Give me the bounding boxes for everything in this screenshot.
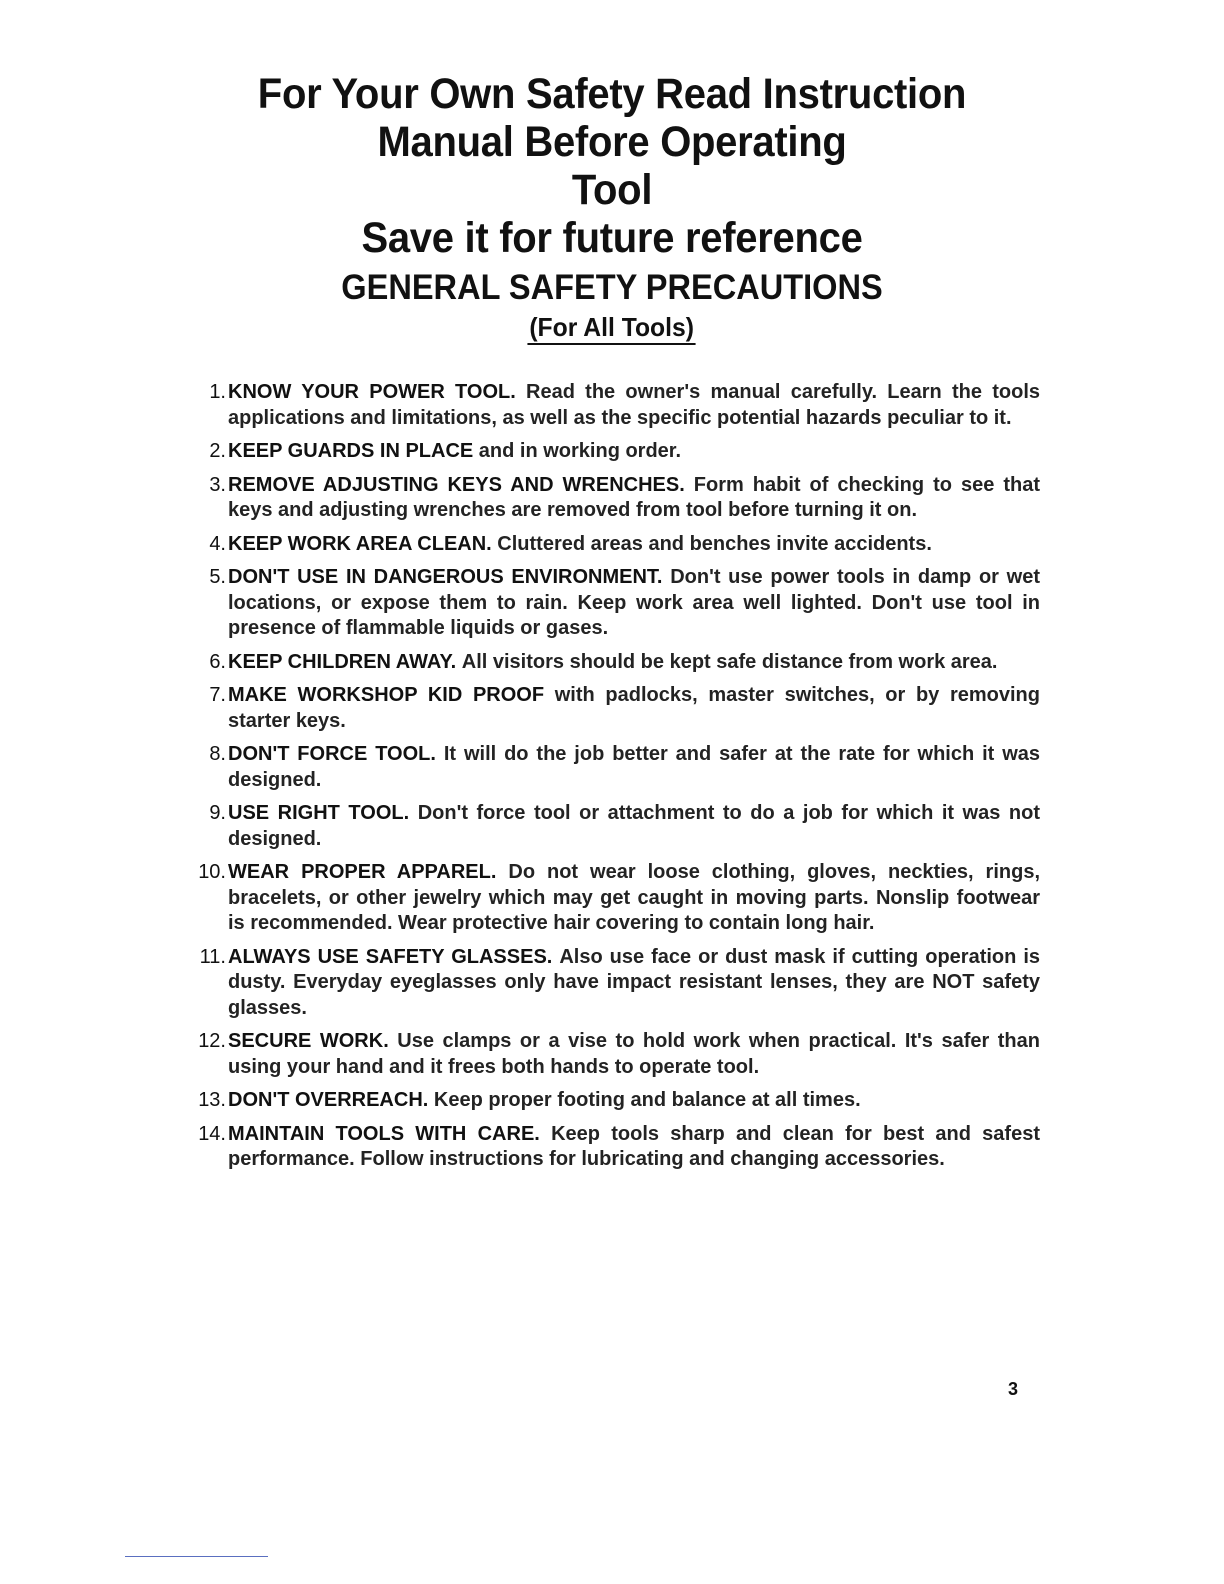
- item-lead: KEEP GUARDS IN PLACE: [228, 440, 474, 462]
- item-lead: ALWAYS USE SAFETY GLASSES.: [228, 945, 553, 968]
- title-line-3: Tool: [571, 166, 653, 214]
- item-number: 1.: [209, 381, 226, 403]
- item-lead: MAINTAIN TOOLS WITH CARE.: [228, 1122, 540, 1145]
- list-item: [180, 532, 1040, 558]
- list-item: [180, 565, 1040, 642]
- item-text: [228, 380, 1040, 431]
- list-item: [180, 860, 1040, 937]
- title-line-1: For Your Own Safety Read Instruction: [257, 70, 967, 118]
- item-text: [228, 1122, 1040, 1173]
- list-item: [180, 683, 1040, 734]
- item-text: [228, 860, 1040, 937]
- item-text: [228, 1029, 1040, 1080]
- item-number: 4.: [209, 532, 226, 555]
- list-item: [180, 380, 1040, 431]
- list-item: [180, 1122, 1040, 1173]
- item-number: 11.: [199, 945, 226, 968]
- item-body: Form habit of checking to see that keys and adjusting wrenches are removed from tool before turning it on.: [228, 473, 1040, 521]
- safety-heading: [0, 70, 1224, 345]
- item-body: Cluttered areas and benches invite accidents.: [497, 532, 932, 555]
- item-body: It will do the job better and safer at the rate for which it was designed.: [228, 743, 1040, 791]
- list-item: [180, 439, 1040, 465]
- list-item: [180, 801, 1040, 852]
- list-item: [180, 650, 1040, 676]
- item-text: [228, 742, 1040, 793]
- item-number: 2.: [209, 440, 226, 462]
- item-text: [228, 473, 1040, 524]
- list-item: [180, 1029, 1040, 1080]
- item-lead: DON'T OVERREACH.: [228, 1089, 429, 1111]
- item-text: [228, 650, 1040, 676]
- item-body: Also use face or dust mask if cutting operation is dusty. Everyday eyeglasses only have impact resistant lenses, they are NOT safety glasses.: [228, 945, 1040, 1019]
- item-number: 13.: [198, 1089, 226, 1111]
- item-body: Read the owner's manual carefully. Learn the tools applications and limitations, as well as the specific potential hazards peculiar to it.: [228, 381, 1041, 429]
- item-number: 6.: [209, 650, 226, 673]
- item-number: 10.: [198, 861, 226, 883]
- item-text: [228, 801, 1040, 852]
- item-body: and in working order.: [478, 440, 682, 462]
- item-body: Use clamps or a vise to hold work when practical. It's safer than using your hand and it frees both hands to operate tool.: [228, 1030, 1040, 1078]
- precautions-list: [180, 380, 1040, 1181]
- section-subtitle: (For All Tools): [528, 312, 696, 345]
- item-body: with padlocks, master switches, or by removing starter keys.: [228, 684, 1040, 732]
- list-item: [180, 1088, 1040, 1114]
- item-text: [228, 439, 1040, 465]
- item-text: [228, 532, 1040, 558]
- item-lead: DON'T FORCE TOOL.: [228, 743, 436, 765]
- footer-rule: [125, 1556, 268, 1557]
- item-text: [228, 1088, 1040, 1114]
- item-number: 3.: [209, 473, 226, 496]
- item-lead: SECURE WORK.: [228, 1030, 389, 1052]
- title-line-2: Manual Before Operating: [377, 118, 847, 166]
- item-number: 5.: [209, 566, 226, 588]
- item-text: [228, 683, 1040, 734]
- item-lead: MAKE WORKSHOP KID PROOF: [228, 684, 545, 706]
- item-number: 14.: [198, 1122, 226, 1145]
- item-number: 7.: [209, 684, 226, 706]
- item-lead: WEAR PROPER APPAREL.: [228, 861, 497, 883]
- item-body: Keep proper footing and balance at all times.: [433, 1089, 861, 1111]
- item-body: All visitors should be kept safe distance from work area.: [461, 650, 998, 673]
- item-lead: DON'T USE IN DANGEROUS ENVIRONMENT.: [228, 566, 663, 588]
- item-lead: USE RIGHT TOOL.: [228, 802, 410, 824]
- item-lead: KNOW YOUR POWER TOOL.: [228, 381, 516, 403]
- title-line-4: Save it for future reference: [361, 214, 863, 262]
- item-body: Keep tools sharp and clean for best and safest performance. Follow instructions for lubricating and changing accessories.: [228, 1122, 1040, 1170]
- item-body: Don't use power tools in damp or wet locations, or expose them to rain. Keep work area well lighted. Don't use tool in presence of flammable liquids or gases.: [228, 566, 1040, 639]
- section-title: GENERAL SAFETY PRECAUTIONS: [341, 268, 883, 307]
- item-lead: KEEP CHILDREN AWAY.: [228, 650, 457, 673]
- item-number: 8.: [209, 743, 226, 765]
- list-item: [180, 945, 1040, 1022]
- item-text: [228, 945, 1040, 1022]
- item-lead: REMOVE ADJUSTING KEYS AND WRENCHES.: [228, 473, 685, 496]
- item-text: [228, 565, 1040, 642]
- item-lead: KEEP WORK AREA CLEAN.: [228, 532, 492, 555]
- item-body: Do not wear loose clothing, gloves, neckties, rings, bracelets, or other jewelry which may get caught in moving parts. Nonslip footwear is recommended. Wear protective hair covering to contain long hair.: [228, 861, 1040, 934]
- item-number: 9.: [209, 802, 226, 824]
- list-item: [180, 473, 1040, 524]
- item-number: 12.: [198, 1030, 226, 1052]
- page-number: 3: [1008, 1379, 1019, 1399]
- list-item: [180, 742, 1040, 793]
- item-body: Don't force tool or attachment to do a job for which it was not designed.: [228, 802, 1040, 850]
